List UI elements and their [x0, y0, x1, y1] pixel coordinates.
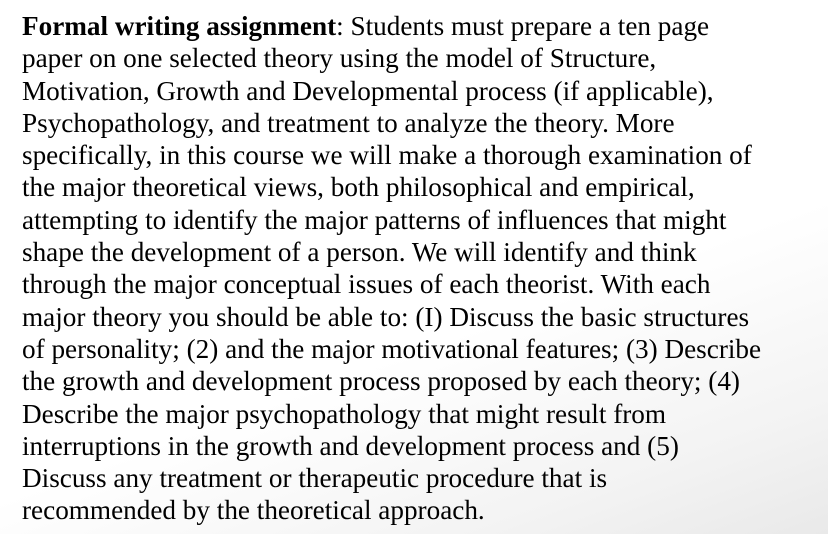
paragraph-line: recommended by the theoretical approach. — [22, 495, 485, 526]
paragraph-line: Psychopathology, and treatment to analyze the theory. More — [22, 107, 675, 138]
assignment-paragraph — [22, 10, 828, 527]
paragraph-line: the major theoretical views, both philosophical and empirical, — [22, 172, 695, 203]
paragraph-line: major theory you should be able to: (I) Discuss the basic structures — [22, 301, 750, 332]
paragraph-line: shape the development of a person. We will identify and think — [22, 237, 697, 268]
paragraph-line — [22, 10, 828, 42]
paragraph-line: of personality; (2) and the major motivational features; (3) Describe — [22, 333, 762, 364]
paragraph-line: Motivation, Growth and Developmental process (if applicable), — [22, 75, 714, 106]
paragraph-line: interruptions in the growth and development process and (5) — [22, 430, 679, 461]
paragraph-line: Describe the major psychopathology that might result from — [22, 398, 667, 429]
paragraph-line: paper on one selected theory using the model of Structure, — [22, 43, 657, 74]
paragraph-line: specifically, in this course we will make a thorough examination of — [22, 140, 752, 171]
paragraph-line: attempting to identify the major patterns of influences that might — [22, 204, 727, 235]
assignment-heading: Formal writing assignment — [22, 11, 337, 41]
paragraph-line: Discuss any treatment or therapeutic procedure that is — [22, 463, 608, 494]
paragraph-line: through the major conceptual issues of each theorist. With each — [22, 269, 711, 300]
paragraph-line: the growth and development process proposed by each theory; (4) — [22, 366, 740, 397]
paragraph-lead-text: : Students must prepare a ten page — [336, 11, 710, 41]
